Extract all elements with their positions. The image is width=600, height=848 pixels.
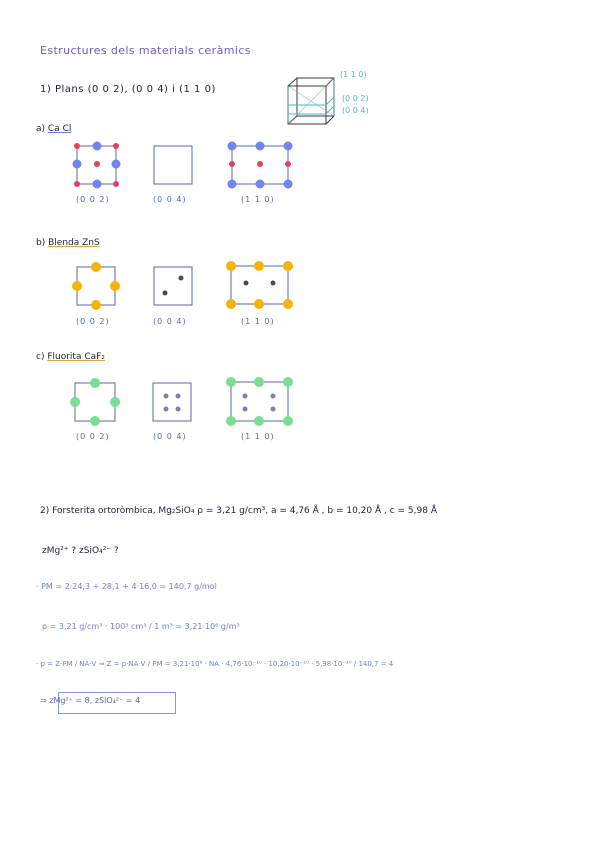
atom-dark	[271, 281, 276, 286]
section-b-prefix: b)	[36, 238, 46, 248]
atom-yellow	[283, 261, 293, 271]
atom-purple	[176, 394, 181, 399]
z-calculation-line: · ρ = Z·PM / NA·V ⇒ Z = ρ·NA·V / PM = 3,21·10⁶ · NA · 4,76·10⁻¹⁰ · 10,20·10⁻¹⁰ · 5,98·10⁻¹⁰ / 140,7 = 4	[36, 660, 394, 668]
atom-blue	[93, 142, 102, 151]
atom-purple	[271, 394, 276, 399]
section-c-prefix: c)	[36, 352, 45, 362]
atom-yellow	[91, 300, 101, 310]
plane-label-b-110: (1 1 0)	[241, 317, 275, 326]
plane-label-a-004: (0 0 4)	[153, 195, 187, 204]
atom-purple	[243, 394, 248, 399]
atom-green	[283, 377, 293, 387]
question-1-heading: 1) Plans (0 0 2), (0 0 4) i (1 1 0)	[40, 84, 216, 95]
atom-green	[254, 416, 264, 426]
row-b-110	[226, 261, 293, 309]
atom-blue	[228, 142, 237, 151]
row-b-004	[154, 267, 192, 305]
cube-legend-110: (1 1 0)	[340, 70, 367, 79]
plane-label-c-004: (0 0 4)	[153, 432, 187, 441]
atom-yellow	[226, 299, 236, 309]
plane-label-a-110: (1 1 0)	[241, 195, 275, 204]
section-b-name: Blenda ZnS	[48, 238, 100, 248]
result-line: ⇒ zMg²⁺ = 8, zSiO₄²⁻ = 4	[40, 696, 141, 705]
atom-blue	[284, 142, 293, 151]
frame	[231, 266, 288, 304]
plane-label-a-002: (0 0 2)	[76, 195, 110, 204]
atom-green	[283, 416, 293, 426]
question-2-heading: 2) Forsterita ortoròmbica, Mg₂SiO₄ ρ = 3,21 g/cm³, a = 4,76 Å , b = 10,20 Å , c = 5,98 Å	[40, 506, 437, 516]
atom-yellow	[226, 261, 236, 271]
atom-dark	[244, 281, 249, 286]
atom-green	[90, 378, 100, 388]
question-2-unknowns: zMg²⁺ ? zSiO₄²⁻ ?	[42, 546, 119, 556]
row-c-004	[153, 383, 191, 421]
atom-blue	[284, 180, 293, 189]
atom-red	[74, 181, 80, 187]
frame	[154, 146, 192, 184]
atom-purple	[164, 407, 169, 412]
atom-purple	[271, 407, 276, 412]
cube-plane-110	[288, 78, 334, 124]
atom-green	[110, 397, 120, 407]
atom-red	[94, 161, 100, 167]
row-a-002	[73, 142, 121, 189]
cube-edge	[326, 116, 334, 124]
cube-plane-004	[288, 106, 334, 114]
atom-green	[90, 416, 100, 426]
atom-green	[70, 397, 80, 407]
row-b-002	[72, 262, 120, 310]
atom-red	[285, 161, 291, 167]
frame	[75, 383, 115, 421]
atom-yellow	[110, 281, 120, 291]
document-title: Estructures dels materials ceràmics	[40, 44, 251, 57]
atom-dark	[163, 291, 168, 296]
atom-green	[226, 377, 236, 387]
atom-yellow	[91, 262, 101, 272]
atom-blue	[112, 160, 121, 169]
plane-label-c-002: (0 0 2)	[76, 432, 110, 441]
atom-red	[74, 143, 80, 149]
atom-yellow	[283, 299, 293, 309]
atom-blue	[93, 180, 102, 189]
cube-legend-002: (0 0 2)	[342, 94, 369, 103]
row-a-004	[154, 146, 192, 184]
atom-yellow	[254, 299, 264, 309]
atom-dark	[179, 276, 184, 281]
atom-yellow	[254, 261, 264, 271]
frame	[231, 382, 288, 421]
atom-red	[229, 161, 235, 167]
section-c-name: Fluorita CaF₂	[47, 352, 105, 362]
plane-label-b-002: (0 0 2)	[76, 317, 110, 326]
atom-blue	[256, 142, 265, 151]
atom-green	[226, 416, 236, 426]
atom-blue	[228, 180, 237, 189]
frame	[154, 267, 192, 305]
frame	[153, 383, 191, 421]
cube-legend-004: (0 0 4)	[342, 106, 369, 115]
atom-green	[254, 377, 264, 387]
atom-purple	[176, 407, 181, 412]
atom-blue	[256, 180, 265, 189]
row-c-002	[70, 378, 120, 426]
atom-red	[257, 161, 263, 167]
atom-red	[113, 181, 119, 187]
atom-purple	[243, 407, 248, 412]
atom-yellow	[72, 281, 82, 291]
atom-purple	[164, 394, 169, 399]
section-a-name: Ca Cl	[47, 124, 72, 134]
plane-label-b-004: (0 0 4)	[153, 317, 187, 326]
frame	[77, 267, 115, 305]
cube-edge	[288, 78, 297, 86]
cube-planes	[288, 78, 334, 124]
plane-label-c-110: (1 1 0)	[241, 432, 275, 441]
row-c-110	[226, 377, 293, 426]
atom-red	[113, 143, 119, 149]
molar-mass-line: · PM = 2·24,3 + 28,1 + 4·16,0 = 140,7 g/mol	[36, 582, 217, 591]
density-conversion-line: ρ = 3,21 g/cm³ · 100³ cm³ / 1 m³ = 3,21·10⁶ g/m³	[42, 622, 240, 631]
section-a-prefix: a)	[36, 124, 46, 134]
atom-blue	[73, 160, 82, 169]
row-a-110	[228, 142, 293, 189]
